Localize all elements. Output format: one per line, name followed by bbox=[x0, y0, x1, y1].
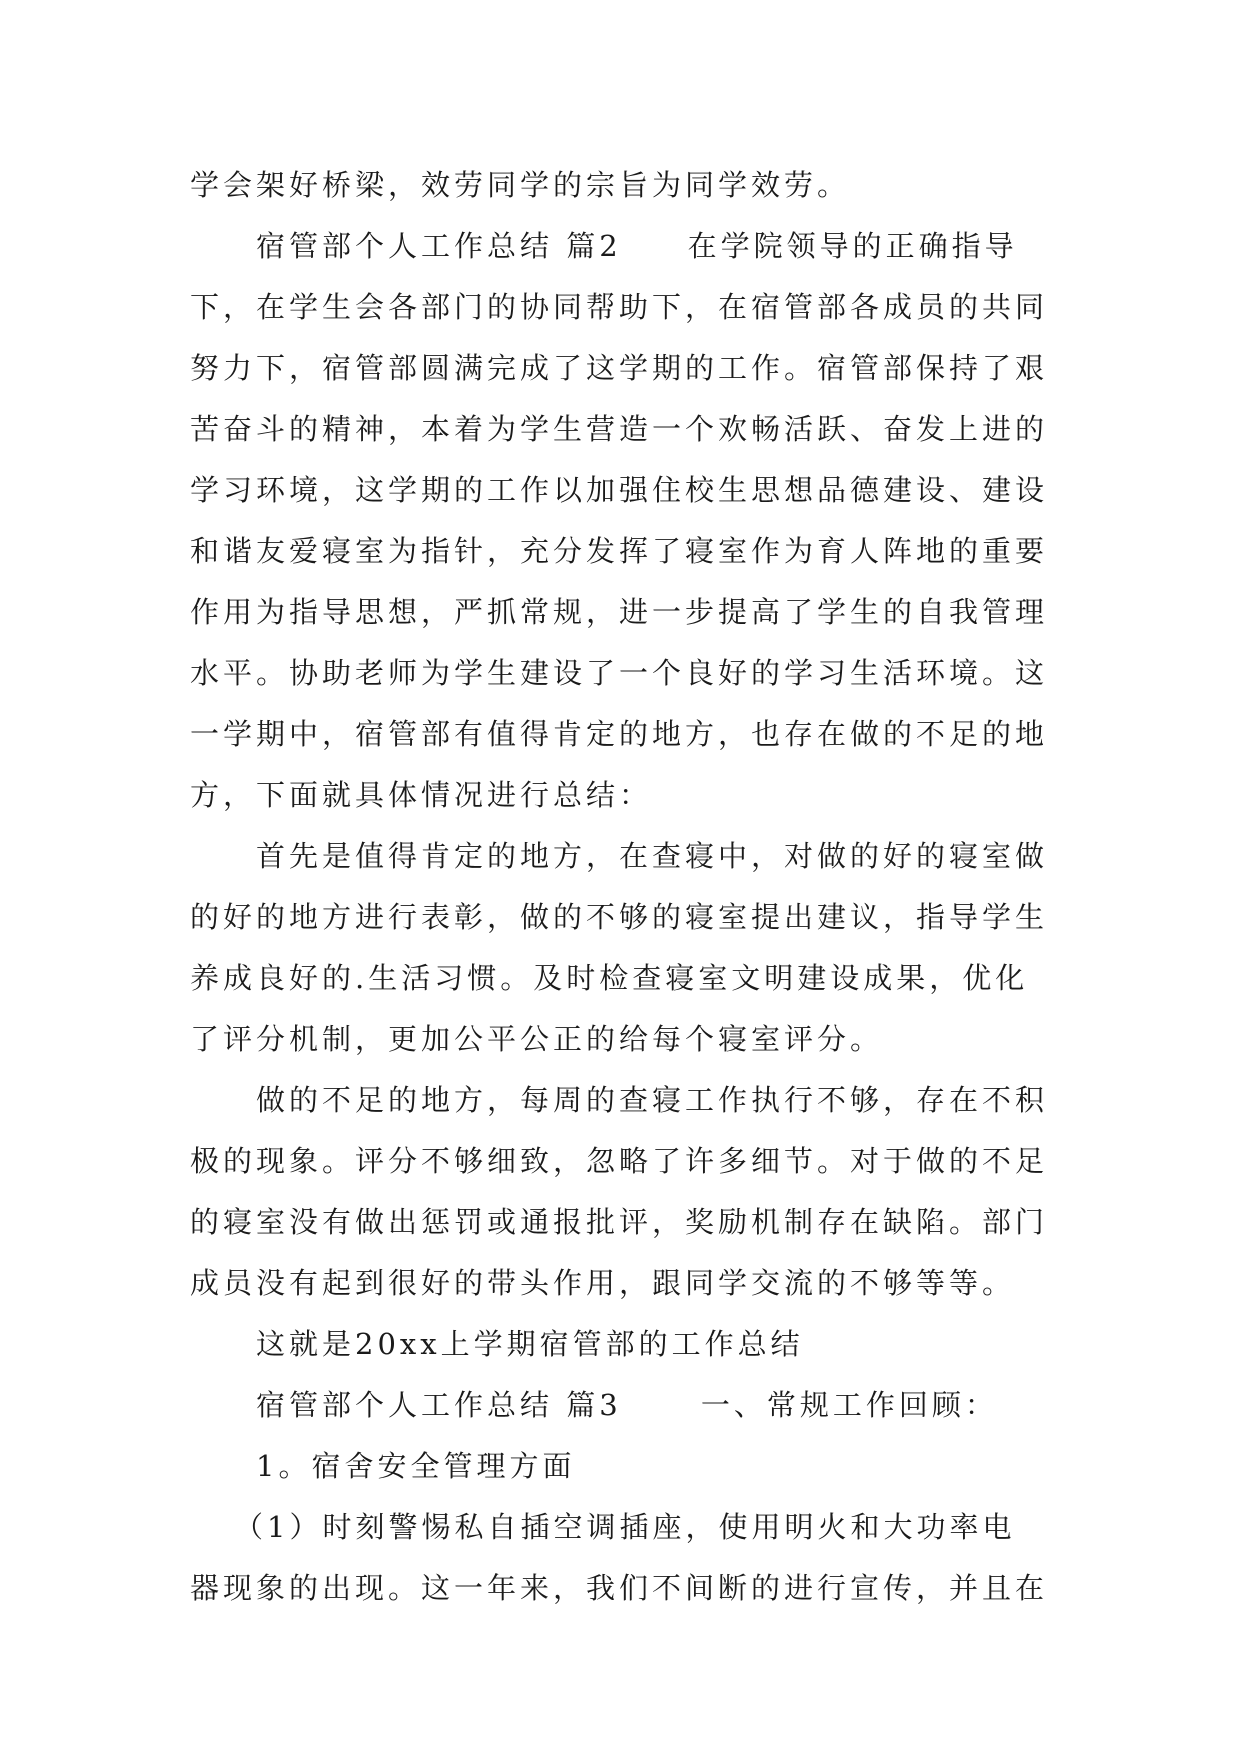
text-line-11: 方，下面就具体情况进行总结： bbox=[190, 778, 653, 812]
text-line-8: 作用为指导思想，严抓常规，进一步提高了学生的自我管理 bbox=[190, 595, 1049, 629]
text-line-6: 学习环境，这学期的工作以加强住校生思想品德建设、建设 bbox=[190, 473, 1049, 507]
text-line-24: 器现象的出现。这一年来，我们不间断的进行宣传，并且在 bbox=[190, 1571, 1049, 1605]
text-line-13: 的好的地方进行表彰，做的不够的寝室提出建议，指导学生 bbox=[190, 900, 1049, 934]
text-line-15: 了评分机制，更加公平公正的给每个寝室评分。 bbox=[190, 1022, 884, 1056]
text-line-17: 极的现象。评分不够细致，忽略了许多细节。对于做的不足 bbox=[190, 1144, 1049, 1178]
text-line-2: 宿管部个人工作总结 篇2 在学院领导的正确指导 bbox=[256, 229, 1018, 263]
text-line-7: 和谐友爱寝室为指针，充分发挥了寝室作为育人阵地的重要 bbox=[190, 534, 1049, 568]
text-line-9: 水平。协助老师为学生建设了一个良好的学习生活环境。这 bbox=[190, 656, 1049, 690]
text-line-3: 下，在学生会各部门的协同帮助下，在宿管部各成员的共同 bbox=[190, 290, 1049, 324]
text-line-4: 努力下，宿管部圆满完成了这学期的工作。宿管部保持了艰 bbox=[190, 351, 1049, 385]
document-body bbox=[190, 155, 1060, 1619]
text-line-20: 这就是20xx上学期宿管部的工作总结 bbox=[256, 1327, 804, 1361]
text-line-10: 一学期中，宿管部有值得肯定的地方，也存在做的不足的地 bbox=[190, 717, 1049, 751]
text-line-23: （1）时刻警惕私自插空调插座，使用明火和大功率电 bbox=[234, 1510, 1016, 1544]
text-line-22: 1。宿舍安全管理方面 bbox=[256, 1449, 576, 1483]
text-line-18: 的寝室没有做出惩罚或通报批评，奖励机制存在缺陷。部门 bbox=[190, 1205, 1049, 1239]
text-line-12: 首先是值得肯定的地方，在查寝中，对做的好的寝室做 bbox=[256, 839, 1049, 873]
text-line-16: 做的不足的地方，每周的查寝工作执行不够，存在不积 bbox=[256, 1083, 1049, 1117]
text-line-19: 成员没有起到很好的带头作用，跟同学交流的不够等等。 bbox=[190, 1266, 1016, 1300]
text-line-5: 苦奋斗的精神，本着为学生营造一个欢畅活跃、奋发上进的 bbox=[190, 412, 1049, 446]
text-line-1: 学会架好桥梁，效劳同学的宗旨为同学效劳。 bbox=[190, 168, 851, 202]
text-line-14: 养成良好的.生活习惯。及时检查寝室文明建设成果，优化 bbox=[190, 961, 1029, 995]
text-line-21: 宿管部个人工作总结 篇3 一、常规工作回顾： bbox=[256, 1388, 998, 1422]
